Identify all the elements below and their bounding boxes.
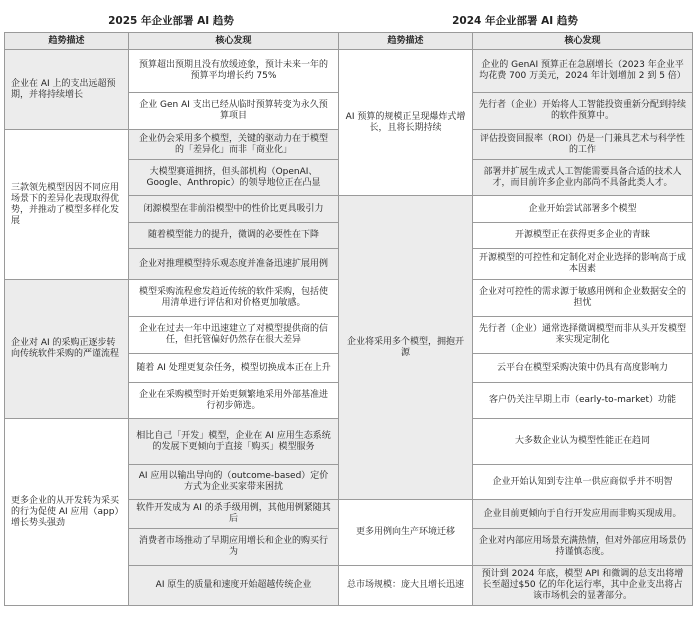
finding-cell: 企业对推理模型持乐观态度并准备迅速扩展用例	[129, 249, 339, 280]
finding-cell: 部署并扩展生成式人工智能需要具备合适的技术人才，而目前许多企业内部尚不具备此类人才。	[473, 160, 693, 196]
finding-cell: 先行者（企业）通常选择微调模型而非从头开发模型来实现定制化	[473, 317, 693, 354]
finding-cell: 闭源模型在非前沿模型中的性价比更具吸引力	[129, 196, 339, 223]
finding-cell: 企业 Gen AI 支出已经从临时预算转变为永久预算项目	[129, 93, 339, 130]
header-findings: 核心发现	[473, 33, 693, 50]
table-row	[339, 50, 693, 93]
finding-cell: 云平台在模型采购决策中仍具有高度影响力	[473, 354, 693, 383]
table-2024	[338, 32, 693, 606]
finding-cell: 评估投资回报率（ROI）仍是一门兼具艺术与科学性的工作	[473, 130, 693, 160]
trend-cell: AI 预算的规模正呈现爆炸式增长，且将长期持续	[339, 50, 473, 196]
finding-cell: AI 应用以输出导向的（outcome-based）定价方式为企业买家带来困扰	[129, 465, 339, 500]
finding-cell: 企业仍会采用多个模型，关键的驱动力在于模型的「差异化」而非「商业化」	[129, 130, 339, 160]
header-findings: 核心发现	[129, 33, 339, 50]
table-2024-header-row	[339, 33, 693, 50]
finding-cell: 企业的 GenAI 预算正在急剧增长（2023 年企业平均花费 700 万美元，2024 年计划增加 2 到 5 倍）	[473, 50, 693, 93]
table-row	[339, 196, 693, 223]
finding-cell: 预算超出预期且没有放缓迹象，预计未来一年的预算平均增长约 75%	[129, 50, 339, 93]
header-trend: 趋势描述	[5, 33, 129, 50]
finding-cell: 企业开始认知到专注单一供应商似乎并不明智	[473, 465, 693, 500]
table-2024-section	[338, 10, 692, 606]
finding-cell: 软件开发成为 AI 的杀手级用例，其他用例紧随其后	[129, 500, 339, 529]
finding-cell: 企业对可控性的需求源于敏感用例和企业数据安全的担忧	[473, 280, 693, 317]
finding-cell: 预计到 2024 年底，模型 API 和微调的总支出将增长至超过$50 亿的年化运行率，其中企业支出将占该市场机会的显著部分。	[473, 566, 693, 606]
finding-cell: 相比自己「开发」模型，企业在 AI 应用生态系统的发展下更倾向于直接「购买」模型服务	[129, 419, 339, 465]
trend-cell: 企业在 AI 上的支出远超预期，并将持续增长	[5, 50, 129, 130]
finding-cell: 客户仍关注早期上市（early-to-market）功能	[473, 383, 693, 419]
finding-cell: 企业开始尝试部署多个模型	[473, 196, 693, 223]
finding-cell: 消费者市场推动了早期应用增长和企业的购买行为	[129, 529, 339, 566]
header-trend: 趋势描述	[339, 33, 473, 50]
finding-cell: 开源模型的可控性和定制化对企业选择的影响高于成本因素	[473, 249, 693, 280]
finding-cell: AI 原生的质量和速度开始超越传统企业	[129, 566, 339, 606]
table-2025-title: 2025 年企业部署 AI 趋势	[108, 15, 234, 27]
finding-cell: 企业在采购模型时开始更频繁地采用外部基准进行初步筛选。	[129, 383, 339, 419]
finding-cell: 模型采购流程愈发趋近传统的软件采购，包括使用清单进行评估和对价格更加敏感。	[129, 280, 339, 317]
finding-cell: 企业对内部应用场景充满热情，但对外部应用场景仍持谨慎态度。	[473, 529, 693, 566]
table-row	[5, 280, 339, 317]
table-2025	[4, 32, 339, 606]
finding-cell: 大多数企业认为模型性能正在趋同	[473, 419, 693, 465]
trend-cell: 三款领先模型因因不同应用场景下的差异化表现取得优势，并推动了模型多样化发展	[5, 130, 129, 280]
finding-cell: 开源模型正在获得更多企业的青睐	[473, 223, 693, 249]
table-2025-header-row	[5, 33, 339, 50]
table-row	[5, 130, 339, 160]
finding-cell: 先行者（企业）开始将人工智能投资重新分配到持续的软件预算中。	[473, 93, 693, 130]
finding-cell: 随着模型能力的提升，微调的必要性在下降	[129, 223, 339, 249]
finding-cell: 企业在过去一年中迅速建立了对模型提供商的信任，但托管偏好仍然存在很大差异	[129, 317, 339, 354]
table-row	[339, 500, 693, 529]
trend-cell: 企业对 AI 的采购正逐步转向传统软件采购的严谨流程	[5, 280, 129, 419]
finding-cell: 企业目前更倾向于自行开发应用而非购买现成用。	[473, 500, 693, 529]
table-2025-section	[4, 10, 338, 606]
table-2024-title: 2024 年企业部署 AI 趋势	[452, 15, 578, 27]
finding-cell: 随着 AI 处理更复杂任务，模型切换成本正在上升	[129, 354, 339, 383]
trend-cell: 更多企业的从开发转为采买的行为促使 AI 应用（app）增长势头强劲	[5, 419, 129, 606]
trend-cell: 更多用例向生产环境迁移	[339, 500, 473, 566]
table-row	[5, 419, 339, 465]
trend-cell: 总市场规模：庞大且增长迅速	[339, 566, 473, 606]
table-row	[339, 566, 693, 606]
table-row	[5, 50, 339, 93]
trend-cell: 企业将采用多个模型，拥抱开源	[339, 196, 473, 500]
finding-cell: 大模型赛道拥挤，但头部机构（OpenAI、Google、Anthropic）的领导地位正在凸显	[129, 160, 339, 196]
